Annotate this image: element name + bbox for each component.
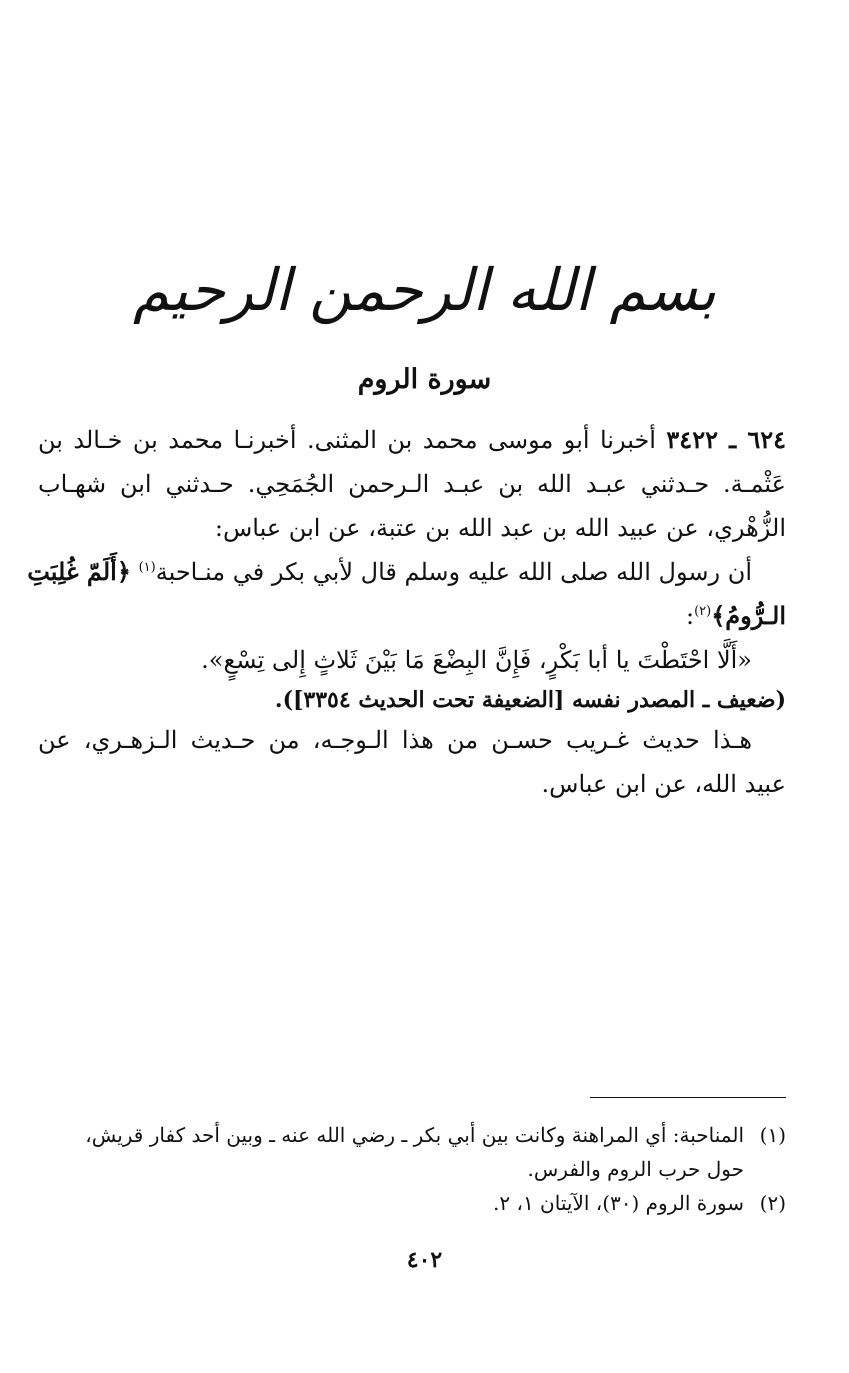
footnote-text: المناحبة: أي المراهنة وكانت بين أبي بكر ـ رضي الله عنه ـ وبين أحد كفار قريش،	[85, 1123, 744, 1147]
comment-line-2: عبيد الله، عن ابن عباس.	[541, 770, 786, 798]
basmala-heading: بسم الله الرحمن الرحيم	[133, 256, 716, 324]
matn-text: أن رسول الله صلى الله عليه وسلم قال لأبي بكر في منـاحبة	[155, 558, 752, 586]
hadith-line-3: الزُّهْري، عن عبيد الله بن عبد الله بن عتبة، عن ابن عباس:	[214, 514, 786, 542]
isnad-text-1: أخبرنا أبو موسى محمد بن المثنى. أخبرنـا محمد بن خـالد بن	[38, 426, 656, 454]
surah-title: سورة الروم	[357, 364, 492, 395]
hadith-number: ٦٢٤ ـ ٣٤٢٢	[666, 425, 786, 454]
footnote-ref-1[interactable]: (١)	[138, 560, 156, 575]
hadith-line-1	[38, 418, 786, 462]
hadith-line-4	[27, 550, 786, 594]
footnote-ref-2[interactable]: (٢)	[694, 604, 712, 619]
page-number: ٤٠٢	[406, 1247, 443, 1273]
hadith-body	[27, 418, 786, 806]
footnote-number: (١)	[759, 1123, 786, 1147]
footnote-number: (٢)	[759, 1191, 786, 1215]
hadith-line-2: عَثْمـة. حـدثني عبـد الله بن عبـد الـرحمن الجُمَحِي. حـدثني ابن شهـاب	[38, 470, 786, 498]
footnote-1-continuation: حول حرب الروم والفرس.	[527, 1157, 744, 1181]
hadith-grading: (ضعيف ـ المصدر نفسه [الضعيفة تحت الحديث ٣٣٥٤]).	[274, 687, 786, 713]
hadith-line-5	[38, 594, 786, 638]
footnote-divider	[590, 1097, 786, 1098]
prophet-saying: «أَلَّا احْتَطْتَ يا أبا بَكْرٍ، فَإِنَّ البِضْعَ مَا بَيْنَ ثَلاثٍ إِلى تِسْعٍ».	[201, 646, 752, 674]
quran-quote-end: الـرُّومُ﴾	[711, 601, 786, 630]
colon: :	[686, 602, 695, 630]
comment-line-1: هـذا حديث غـريب حسـن من هذا الـوجـه، من حـديث الـزهـري، عن	[38, 726, 752, 754]
quran-quote-start: ﴿أَلَمّ غُلِبَتِ	[27, 557, 131, 586]
footnote-1	[38, 1118, 786, 1152]
footnote-2	[38, 1186, 786, 1220]
footnote-text: سورة الروم (٣٠)، الآيتان ١، ٢.	[493, 1191, 744, 1215]
footnotes	[38, 1118, 786, 1220]
